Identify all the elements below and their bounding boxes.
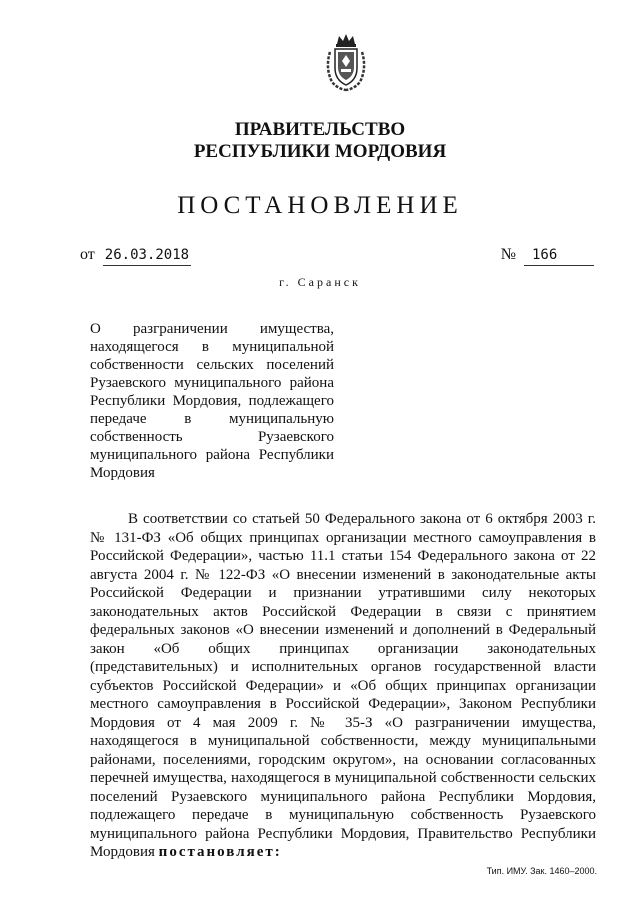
org-name-line1: ПРАВИТЕЛЬСТВО [234, 119, 406, 140]
body-resolution-word: постановляет: [158, 844, 282, 860]
date-prefix: от [80, 246, 95, 263]
number-prefix: № [500, 246, 516, 263]
number-value: 166 [524, 245, 594, 266]
coat-of-arms-icon [324, 34, 368, 92]
document-subject: О разграничении имущества, находящегося в муниципальной собственности сельских поселений Рузаевского муниципального района Республики Мордовия, подлежащего передаче в муниципальную собственность Рузаевского муниципального района Республики Мордовия [90, 321, 334, 481]
date-row [80, 245, 191, 266]
print-note: Тип. ИМУ. Зак. 1460–2000. [486, 866, 597, 876]
number-row [501, 245, 594, 266]
body-paragraph [90, 510, 596, 862]
city-label: г. Саранск [279, 275, 361, 289]
document-type-title: ПОСТАНОВЛЕНИЕ [177, 192, 463, 219]
date-value: 26.03.2018 [103, 245, 191, 266]
body-text: В соответствии со статьей 50 Федерального закона от 6 октября 2003 г. № 131-ФЗ «Об общих принципах организации местного самоуправления в Российской Федерации», частью 11.1 статьи 154 Федерального закона от 22 августа 2004 г. № 122-ФЗ «О внесении изменений в законодательные акты Российской Федерации и признании утратившими силу некоторых законодательных актов Российской Федерации в связи с принятием федеральных законов «О внесении изменений и дополнений в Федеральный закон «Об общих принципах организации законодательных (представительных) и исполнительных органов государственной власти субъектов Российской Федерации» и «Об общих принципах организации местного самоуправления в Российской Федерации», Законом Республики Мордовия от 4 мая 2009 г. № 35-З «О разграничении имущества, находящегося в муниципальной собственности, между муниципальными районами, поселениями, городским округом», на основании согласованных перечней имущества, находящегося в муниципальной собственности сельских поселений Рузаевского муниципального района Республики Мордовия, подлежащего передаче в муниципальную собственность Рузаевского муниципального района Республики Мордовия, Правительство Республики Мордовия [90, 511, 596, 860]
org-name-line2: РЕСПУБЛИКИ МОРДОВИЯ [193, 141, 447, 162]
